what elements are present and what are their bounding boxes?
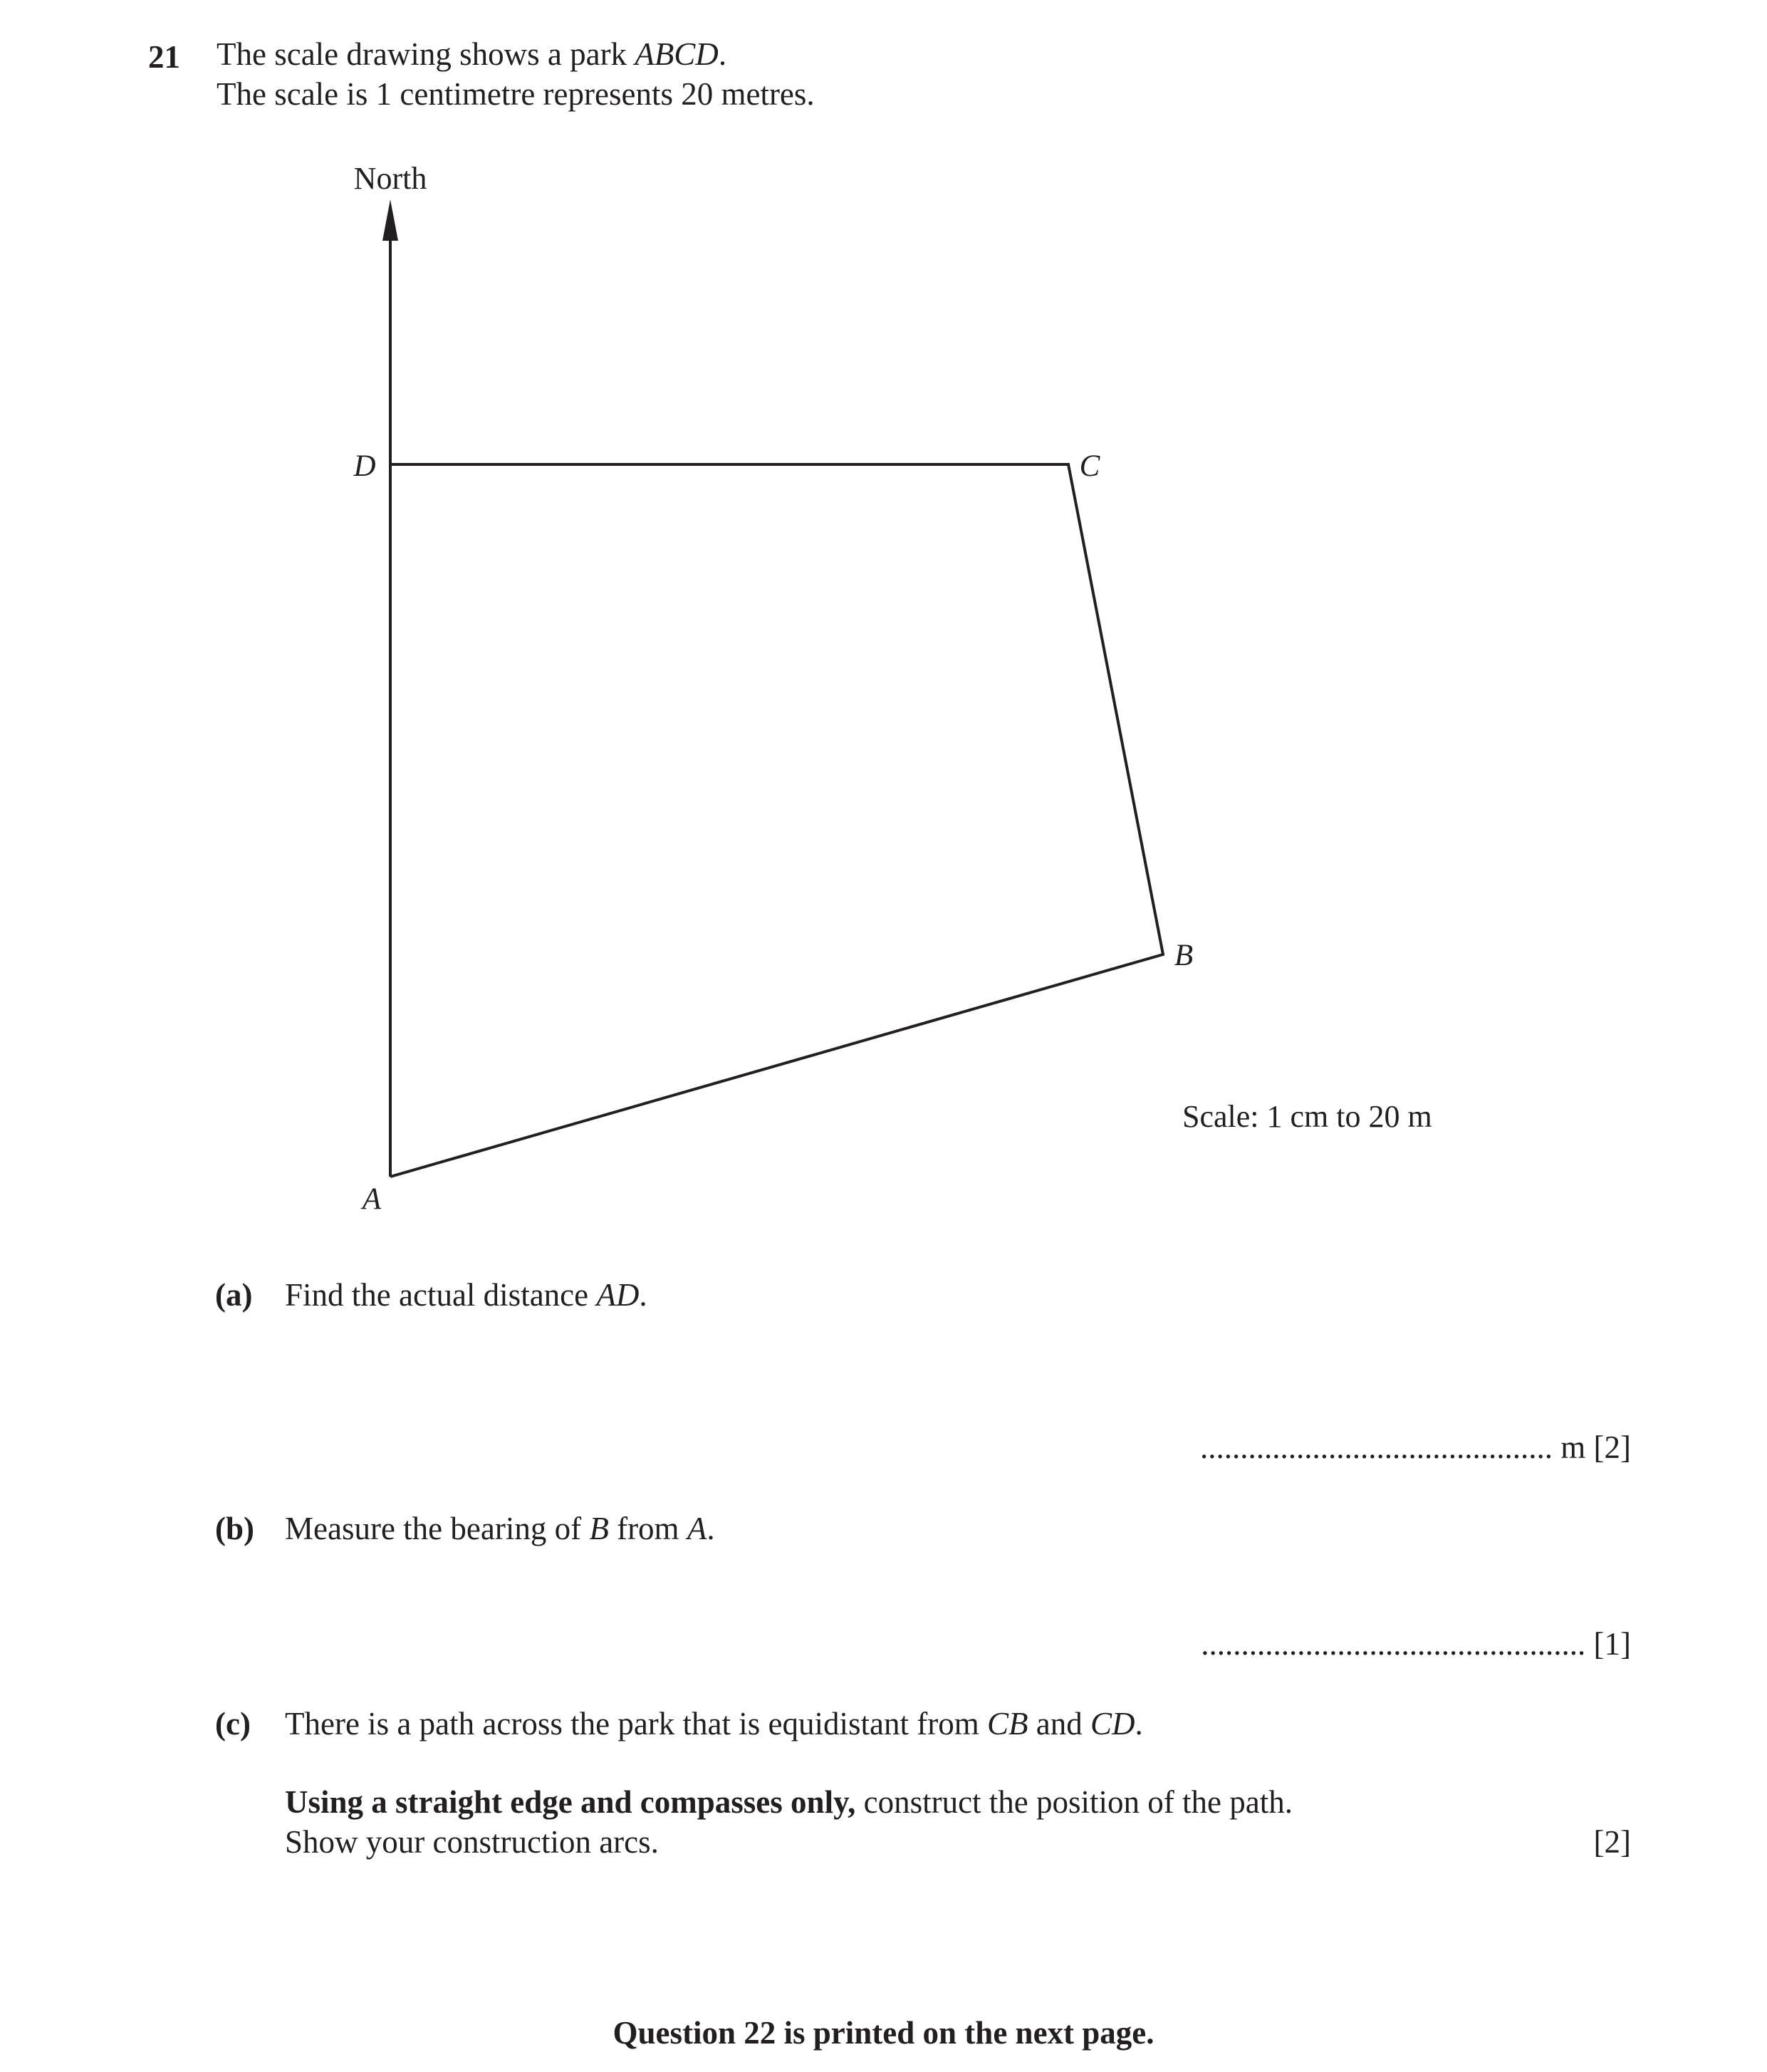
answer-unit-marks: m [2]: [1553, 1430, 1631, 1465]
north-arrow-head: [382, 199, 398, 241]
question-intro-line2: The scale is 1 centimetre represents 20 metres.: [217, 76, 815, 112]
part-a-answer-line[interactable]: [1200, 1432, 1631, 1464]
part-c-label: (c): [215, 1706, 251, 1742]
vertex-label-a: A: [362, 1182, 382, 1216]
question-number: 21: [148, 39, 180, 75]
answer-marks: [1]: [1585, 1626, 1631, 1662]
part-c-marks: [2]: [1593, 1824, 1631, 1860]
answer-dots[interactable]: ................................................: [1201, 1626, 1586, 1662]
part-b-text: Measure the bearing of B from A.: [285, 1511, 715, 1546]
part-a-text: Find the actual distance AD.: [285, 1277, 647, 1313]
vertex-label-d: D: [353, 449, 376, 483]
question-intro-line1: The scale drawing shows a park ABCD.: [217, 36, 727, 72]
part-b-answer-line[interactable]: [1201, 1628, 1631, 1660]
part-c-instruction-line2: Show your construction arcs.: [285, 1824, 659, 1860]
answer-dots[interactable]: ............................................: [1200, 1430, 1553, 1465]
next-page-notice: Question 22 is printed on the next page.: [613, 2015, 1154, 2051]
part-a-label: (a): [215, 1277, 253, 1313]
north-label: North: [353, 161, 427, 196]
part-c-text: There is a path across the park that is equidistant from CB and CD.: [285, 1706, 1143, 1742]
vertex-label-b: B: [1174, 939, 1194, 972]
vertex-label-c: C: [1079, 449, 1100, 483]
part-b-label: (b): [215, 1511, 254, 1546]
scale-label: Scale: 1 cm to 20 m: [1182, 1099, 1432, 1134]
park-outline-abcd: [390, 464, 1163, 1177]
part-c-instruction: Using a straight edge and compasses only, construct the position of the path.: [285, 1784, 1293, 1820]
